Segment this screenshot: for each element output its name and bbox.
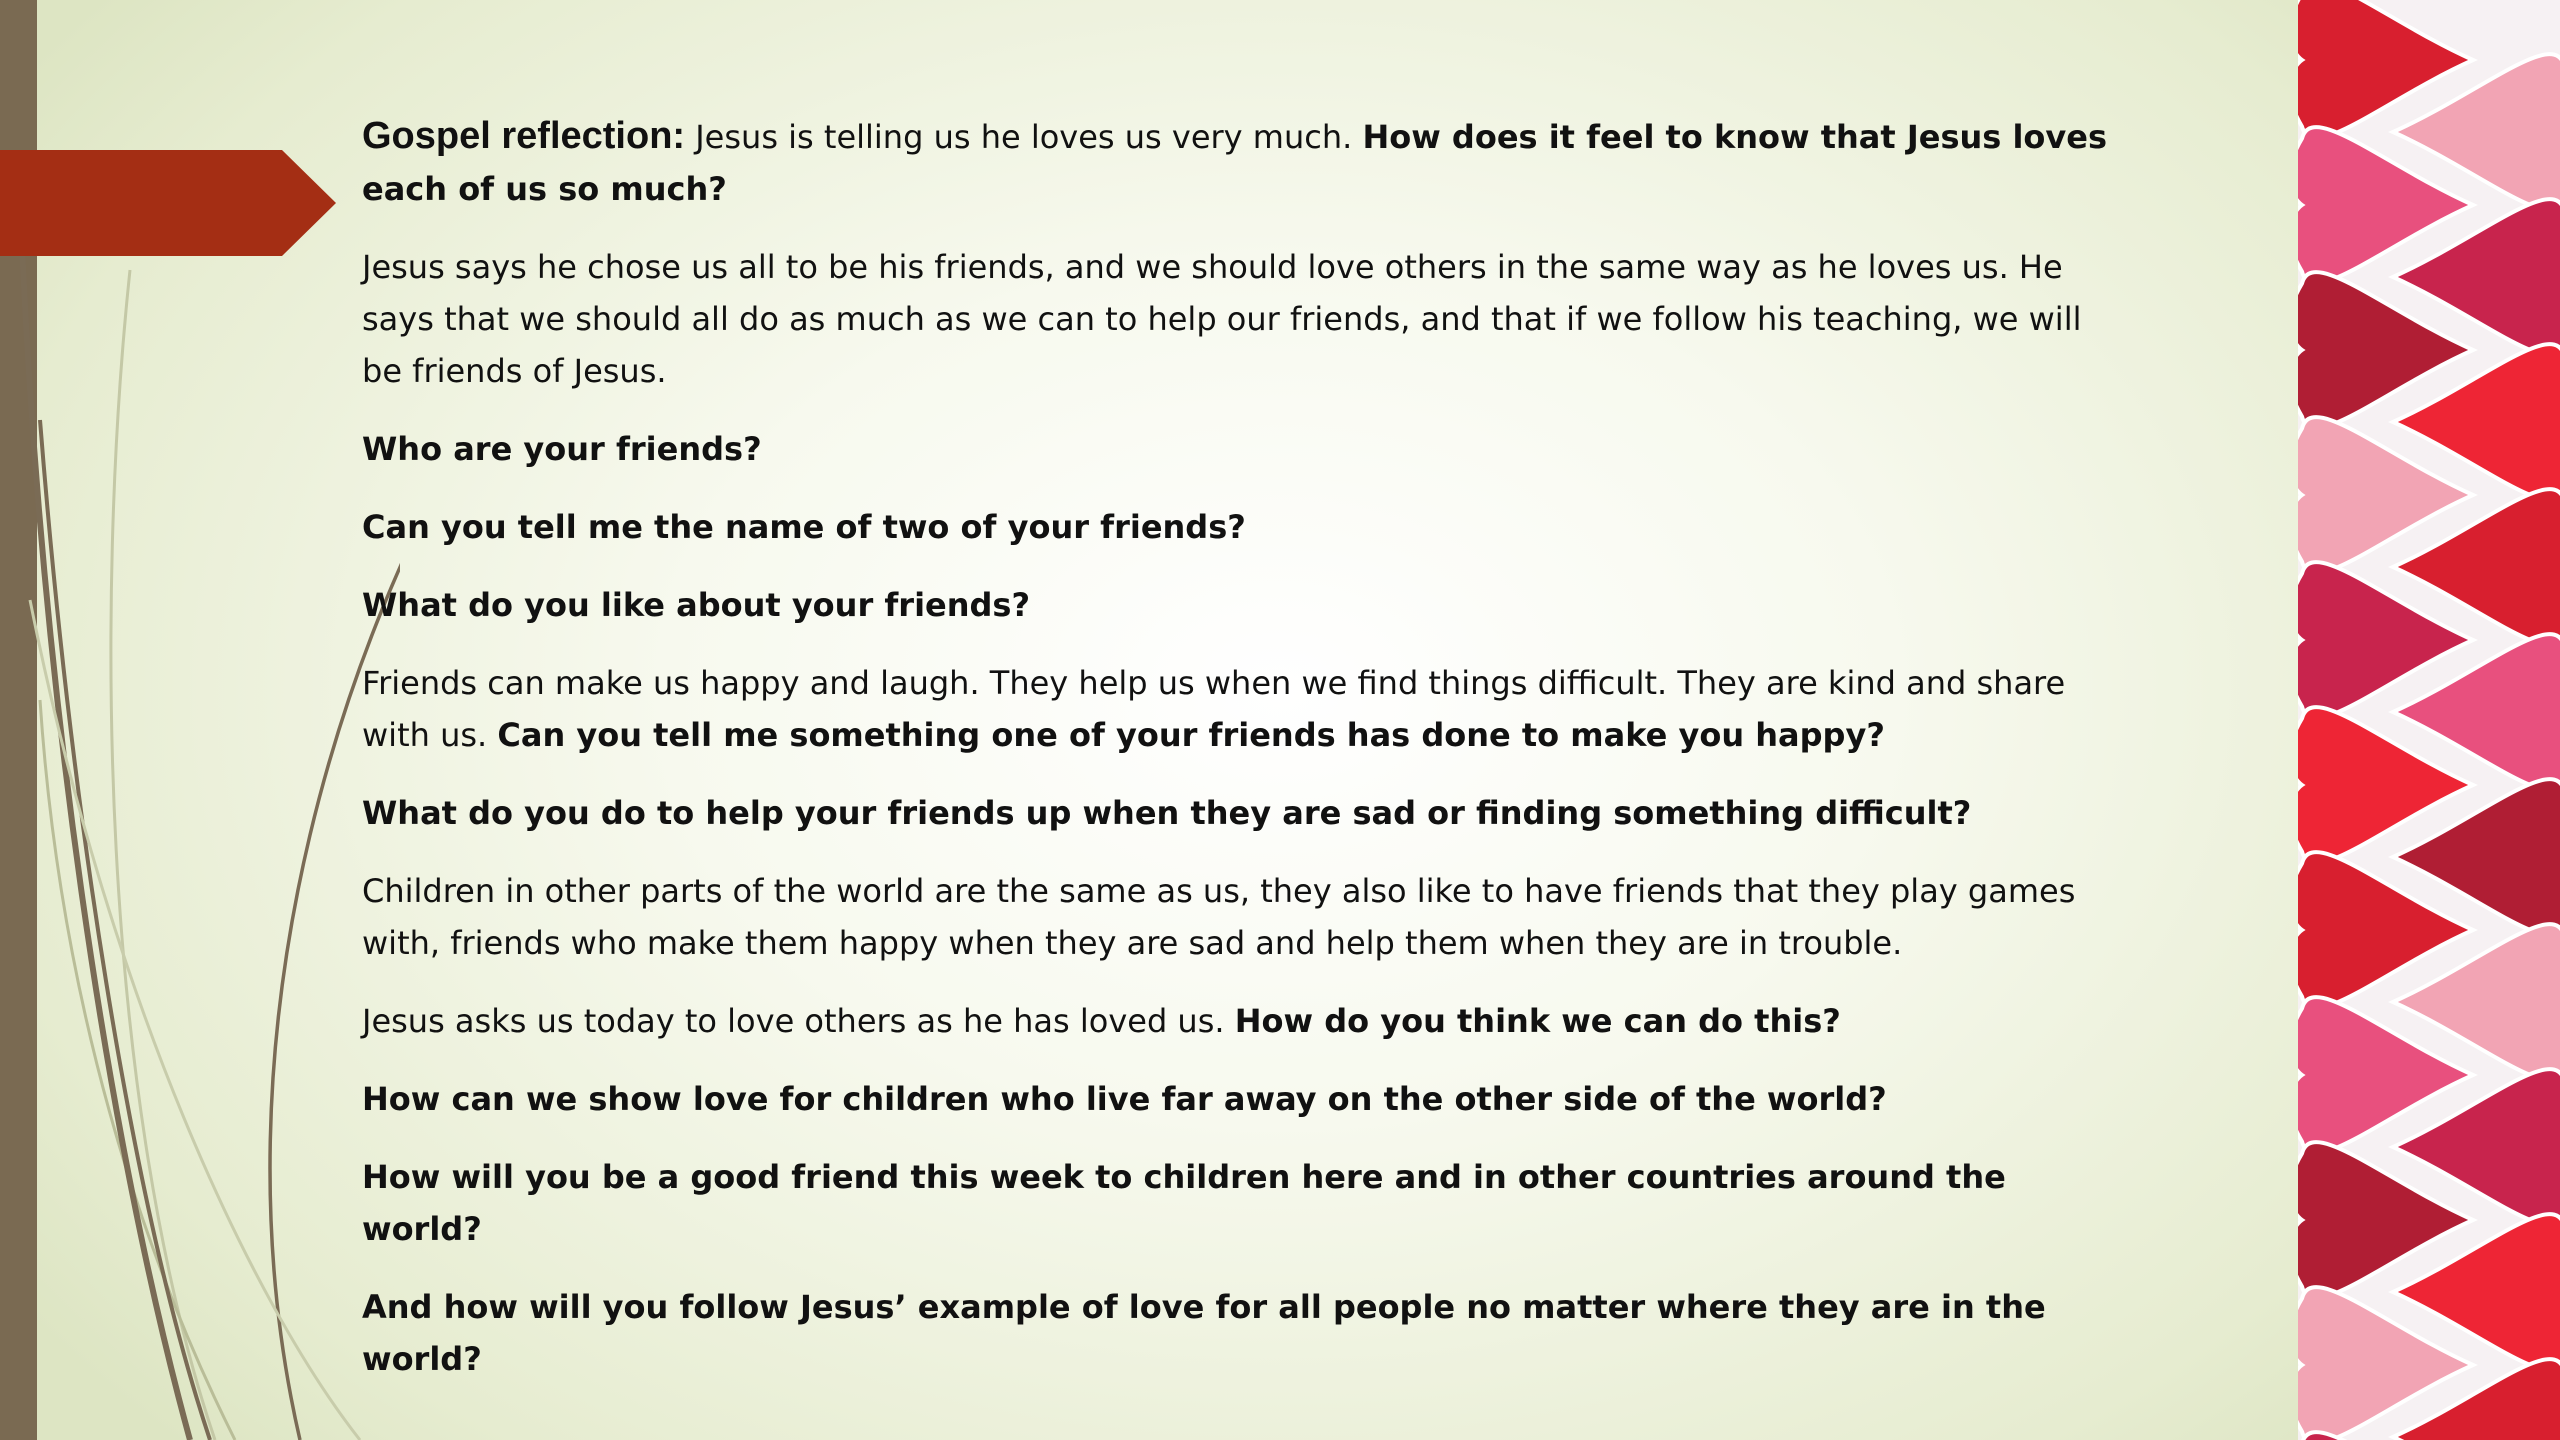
question-9: And how will you follow Jesus’ example of love for all people no matter where they are in the world?	[362, 1288, 2046, 1378]
hearts-border	[2298, 0, 2560, 1440]
question-5: What do you do to help your friends up when they are sad or finding something difficult?	[362, 794, 1972, 832]
reflection-text	[362, 110, 2122, 1411]
paragraph-2: Friends can make us happy and laugh. They help us when we find things difficult. They are kind and share with us.	[362, 664, 2066, 754]
hearts-pattern	[2298, 0, 2560, 1440]
intro-question: How does it feel to know that Jesus loves each of us so much?	[362, 118, 2108, 208]
question-3: What do you like about your friends?	[362, 586, 1031, 624]
paragraph-1: Jesus says he chose us all to be his friends, and we should love others in the same way as he loves us. He says that we should all do as much as we can to help our friends, and that if we follow his teaching, we will be friends of Jesus.	[362, 248, 2082, 390]
question-8: How will you be a good friend this week to children here and in other countries around the world?	[362, 1158, 2006, 1248]
paragraph-3: Children in other parts of the world are the same as us, they also like to have friends that they play games with, friends who make them happy when they are sad and help them when they are in trouble.	[362, 872, 2076, 962]
intro-paragraph	[362, 110, 2122, 215]
arrow-tab-shape	[0, 150, 336, 256]
intro-text: Jesus is telling us he loves us very much.	[685, 118, 1363, 156]
paragraph-2-block	[362, 657, 2122, 761]
question-7: How can we show love for children who live far away on the other side of the world?	[362, 1080, 1887, 1118]
heading-label: Gospel reflection:	[362, 115, 686, 157]
question-4: Can you tell me something one of your friends has done to make you happy?	[497, 716, 1885, 754]
paragraph-4-block	[362, 995, 2122, 1047]
paragraph-4: Jesus asks us today to love others as he has loved us.	[362, 1002, 1235, 1040]
question-2: Can you tell me the name of two of your friends?	[362, 508, 1246, 546]
question-6: How do you think we can do this?	[1234, 1002, 1841, 1040]
question-1: Who are your friends?	[362, 430, 762, 468]
